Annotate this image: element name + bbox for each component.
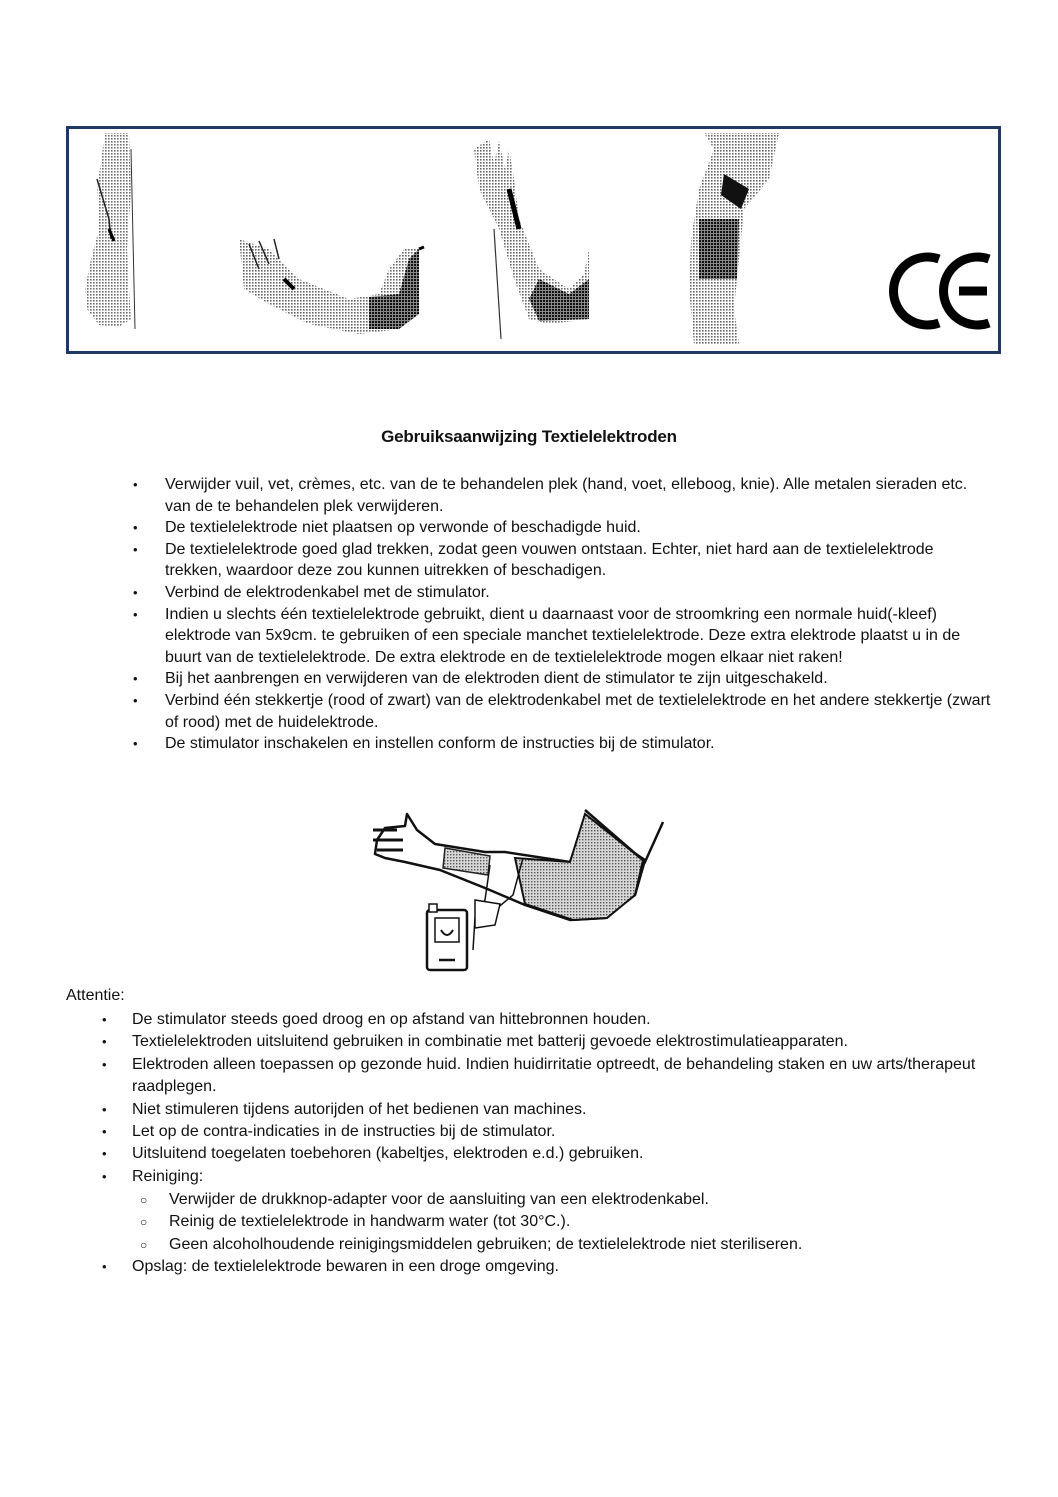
instruction-item: • Verwijder vuil, vet, crèmes, etc. van de te behandelen plek (hand, voet, elleboog, knie). Alle metalen sieraden etc. van de te behandelen plek verwijderen. [133, 476, 968, 515]
bullet-icon: • [133, 692, 138, 708]
hand-elbow-electrode-image [239, 239, 424, 334]
attention-label: Attentie: [66, 987, 125, 1004]
bullet-icon: • [102, 1012, 107, 1027]
attention-item: • Uitsluitend toegelaten toebehoren (kabeltjes, elektroden e.d.) gebruiken. [102, 1143, 1002, 1165]
usage-illustration [345, 800, 675, 972]
circle-bullet-icon: ○ [140, 1237, 148, 1252]
arm-electrode-image [474, 139, 589, 339]
attention-item: • Textielelektroden uitsluitend gebruiken in combinatie met batterij gevoede elektrostimulatieapparaten. [102, 1031, 1002, 1053]
bullet-icon: • [133, 477, 138, 492]
foot-electrode-image [85, 133, 135, 329]
cleaning-subitem: ○ Verwijder de drukknop-adapter voor de aansluiting van een elektrodenkabel. [102, 1189, 1002, 1211]
instruction-item: • De textielelektrode goed glad trekken, zodat geen vouwen ontstaan. Echter, niet hard aan de textielelektrode trekken, waardoor deze zou kunnen uitrekken of beschadigen. [133, 540, 934, 580]
instruction-item: • Verbind de elektrodenkabel met de stimulator. [133, 582, 993, 604]
attention-item: • Niet stimuleren tijdens autorijden of het bedienen van machines. [102, 1099, 1002, 1121]
instruction-item: • Bij het aanbrengen en verwijderen van de elektroden dient de stimulator te zijn uitgeschakeld. [133, 668, 993, 690]
bullet-icon: • [133, 541, 138, 557]
instruction-item: • De stimulator inschakelen en instellen conform de instructies bij de stimulator. [133, 733, 993, 755]
cleaning-subitem: ○ Reinig de textielelektrode in handwarm water (tot 30°C.). [102, 1211, 1002, 1233]
instruction-item: • Indien u slechts één textielelektrode gebruikt, dient u daarnaast voor de stroomkring een normale huid(-kleef) elektrode van 5x9cm. te gebruiken of een speciale manchet textielelektrode. Deze extra elektrode plaatst u in de buurt van de textielelektrode. De extra elektrode en de textielelektrode mogen elkaar niet raken! [133, 605, 961, 666]
bullet-icon: • [102, 1146, 107, 1162]
instruction-list [133, 474, 993, 755]
storage-item: • Opslag: de textielelektrode bewaren in een droge omgeving. [102, 1256, 1002, 1278]
cleaning-subitem: ○ Geen alcoholhoudende reinigingsmiddelen gebruiken; de textielelektrode niet steriliseren. [102, 1234, 1002, 1256]
bullet-icon: • [102, 1259, 107, 1275]
bullet-icon: • [102, 1101, 107, 1117]
bullet-icon: • [133, 520, 138, 536]
attention-list [102, 1009, 1002, 1188]
banner-images [69, 129, 998, 351]
product-image-banner [66, 126, 1001, 354]
circle-bullet-icon: ○ [140, 1193, 148, 1207]
bullet-icon: • [102, 1034, 107, 1050]
bullet-icon: • [133, 584, 138, 600]
stimulator-device-icon [427, 904, 467, 970]
document-title: Gebruiksaanwijzing Textielelektroden [381, 427, 677, 446]
bullet-icon: • [102, 1056, 107, 1072]
cleaning-label: Reiniging: [132, 1167, 204, 1185]
cleaning-item [102, 1166, 1002, 1188]
knee-electrode-image [689, 133, 779, 344]
attention-item: • Let op de contra-indicaties in de instructies bij de stimulator. [102, 1121, 1002, 1143]
arm-sleeve-stimulator-illustration [345, 800, 675, 972]
circle-bullet-icon: ○ [140, 1215, 148, 1230]
bullet-icon: • [133, 736, 138, 752]
instruction-item: • De textielelektrode niet plaatsen op verwonde of beschadigde huid. [133, 517, 993, 539]
bullet-icon: • [102, 1168, 107, 1184]
cleaning-sublist [102, 1189, 1002, 1279]
attention-item: • De stimulator steeds goed droog en op afstand van hittebronnen houden. [102, 1009, 1002, 1031]
attention-item: • Elektroden alleen toepassen op gezonde huid. Indien huidirritatie optreedt, de behandeling staken en uw arts/therapeut raadplegen. [102, 1055, 976, 1096]
bullet-icon: • [133, 671, 138, 687]
bullet-icon: • [102, 1124, 107, 1140]
instruction-item: • Verbind één stekkertje (rood of zwart) van de elektrodenkabel met de textielelektrode en het andere stekkertje (zwart of rood) met de huidelektrode. [133, 691, 991, 731]
bullet-icon: • [133, 606, 138, 622]
ce-mark-icon [894, 257, 989, 325]
